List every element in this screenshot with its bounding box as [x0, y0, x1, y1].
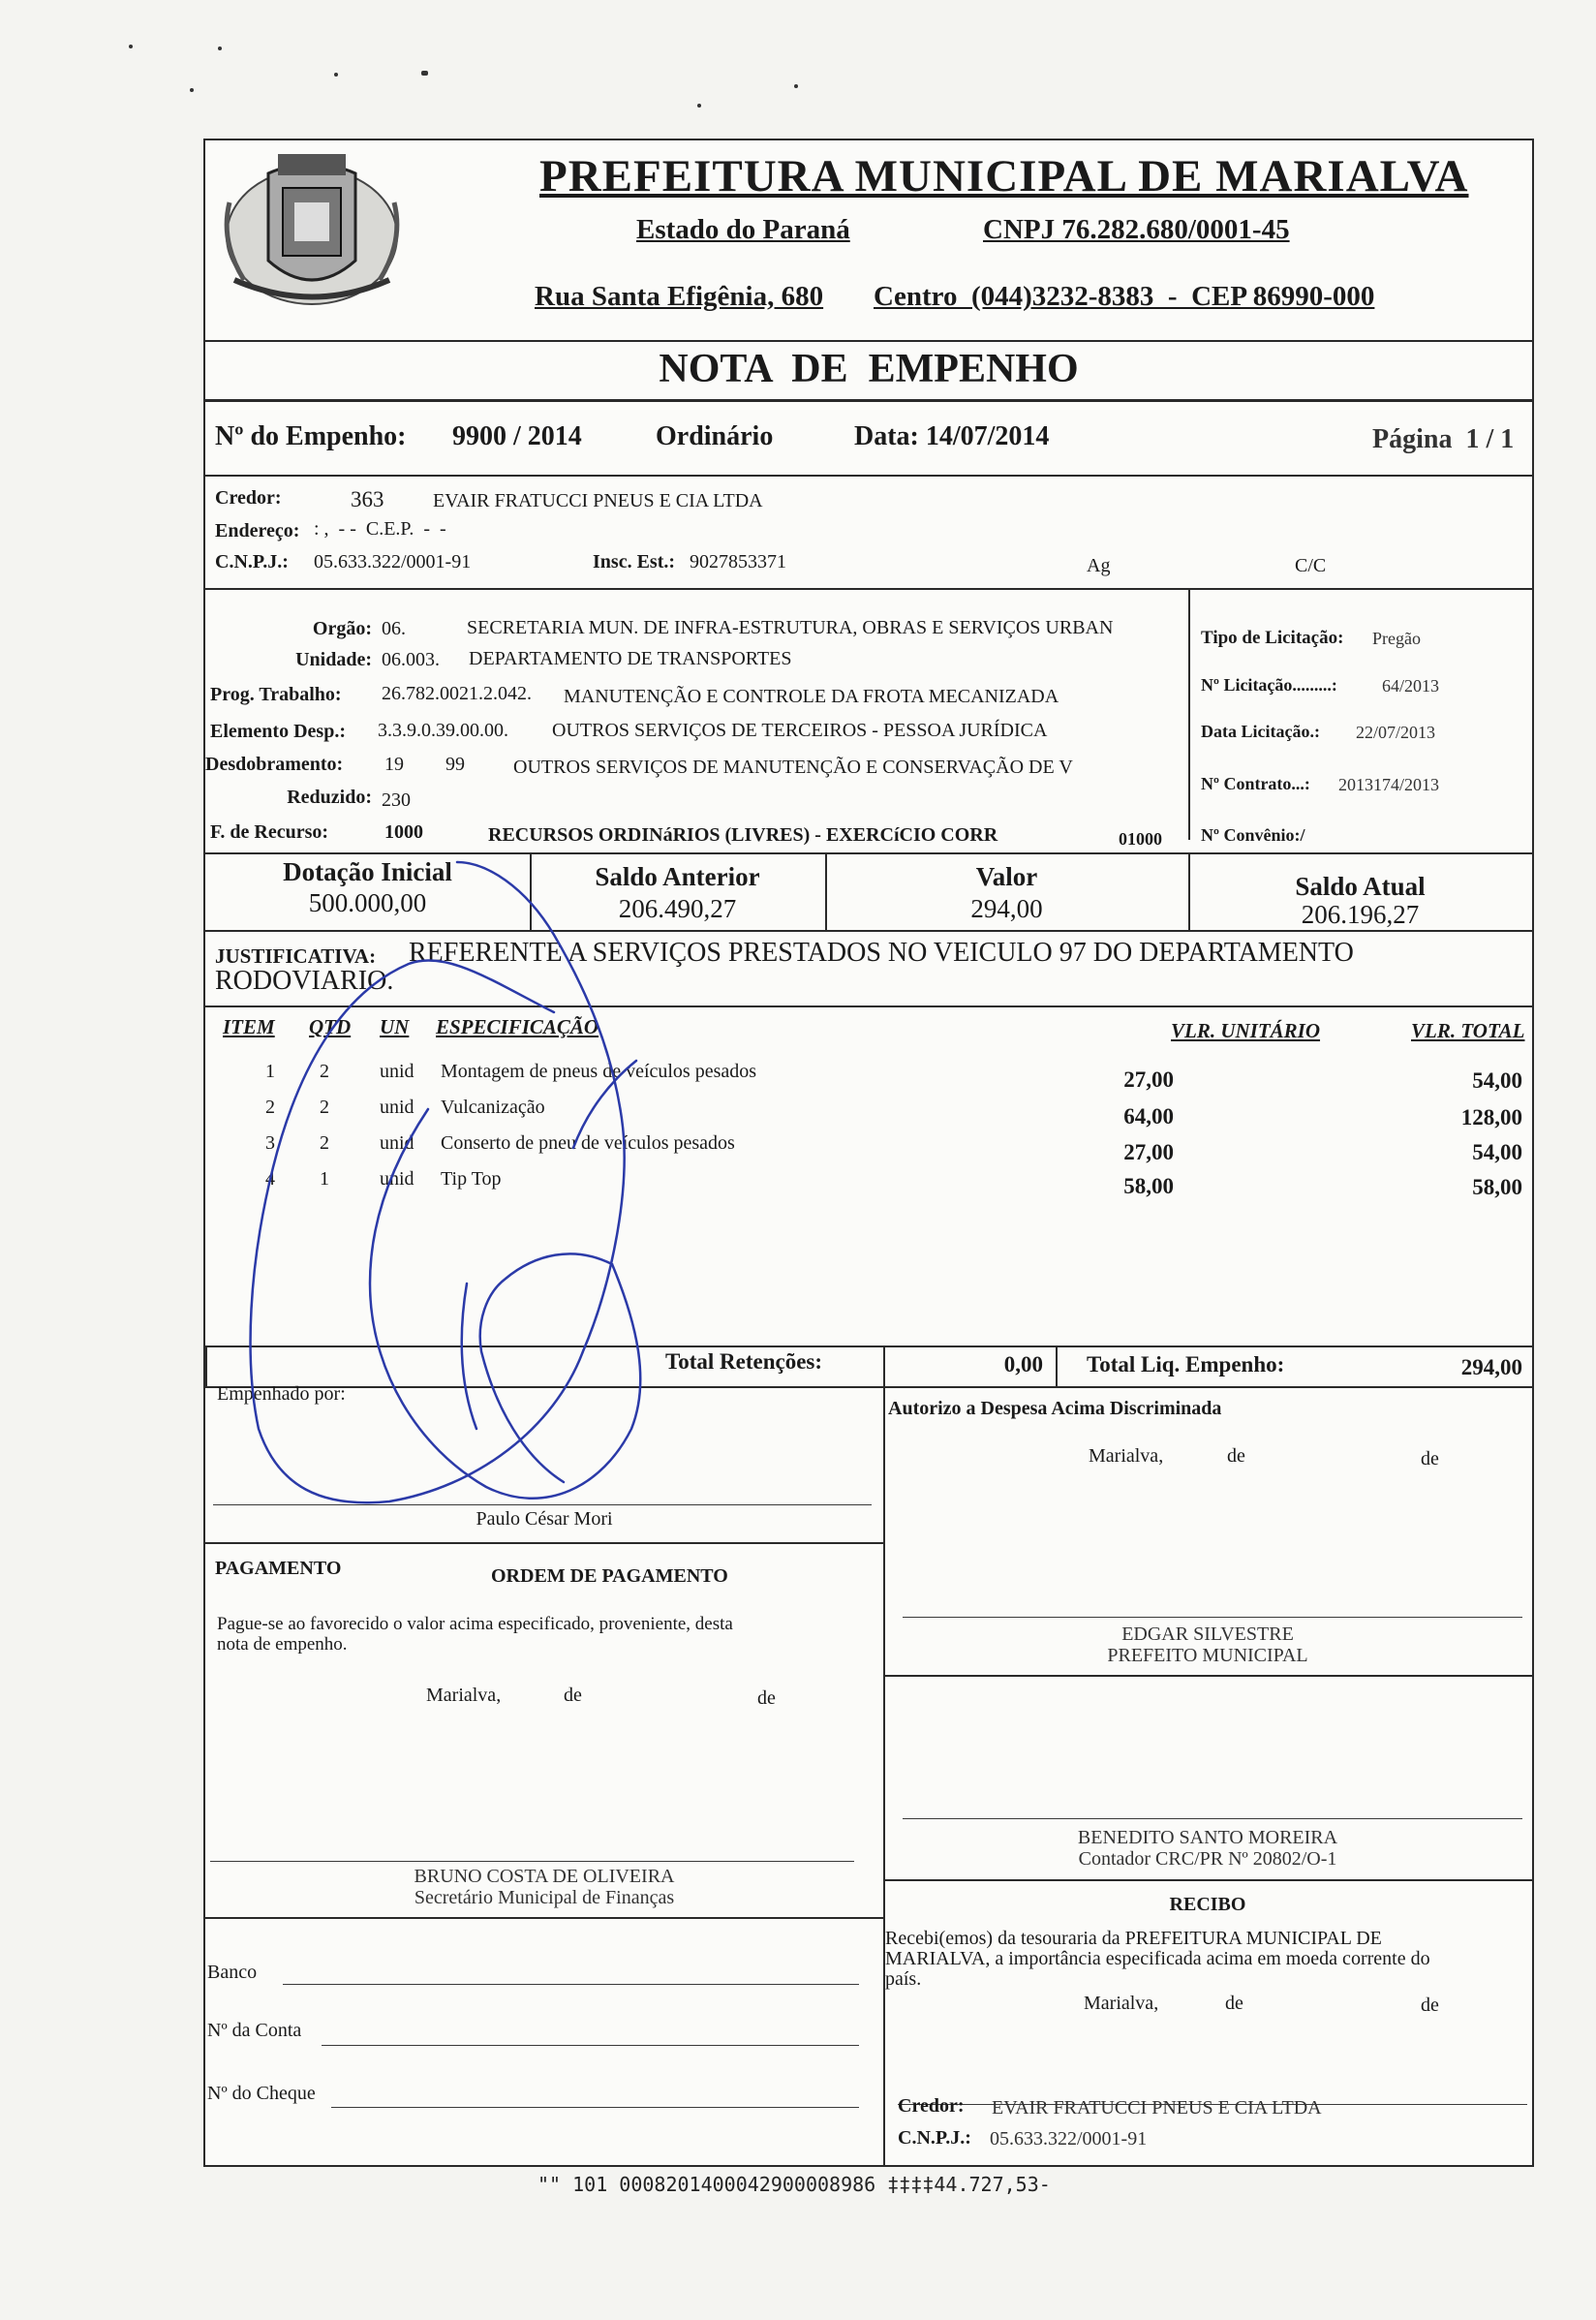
unidade-label: Unidade: — [295, 649, 372, 670]
footer-stamp: "" 101 0008201400042900008986 ‡‡‡‡44.727,53- — [537, 2173, 1051, 2196]
dotacao-label: Dotação Inicial — [283, 857, 452, 886]
orgao-code: 06. — [382, 618, 406, 639]
item-spec: Conserto de pneu de veículos pesados — [441, 1132, 735, 1154]
cheque-label: Nº do Cheque — [207, 2083, 316, 2104]
reduzido-value: 230 — [382, 789, 411, 811]
col-un: UN — [380, 1015, 410, 1038]
unidade-code: 06.003. — [382, 649, 440, 670]
secretario-name: BRUNO COSTA DE OLIVEIRA — [414, 1866, 675, 1887]
contact-info: Centro (044)3232-8383 - CEP 86990-000 — [874, 281, 1375, 312]
doc-title: NOTA DE EMPENHO — [659, 347, 1079, 391]
item-qtd: 2 — [320, 1061, 329, 1082]
scan-speck — [421, 71, 428, 76]
item-number: 1 — [265, 1061, 275, 1082]
empenhado-label: Empenhado por: — [217, 1383, 346, 1405]
ordem-pagamento-title: ORDEM DE PAGAMENTO — [491, 1565, 728, 1587]
pagamento-de2: de — [757, 1687, 776, 1709]
saldo-atual-value: 206.196,27 — [1301, 900, 1420, 929]
scan-speck — [190, 88, 194, 92]
address-value: : , - - C.E.P. - - — [314, 518, 446, 540]
credor-label: Credor: — [215, 487, 282, 509]
prog-desc: MANUTENÇÃO E CONTROLE DA FROTA MECANIZADA — [564, 686, 1059, 707]
municipality-title: PREFEITURA MUNICIPAL DE MARIALVA — [539, 151, 1469, 201]
saldo-anterior-label: Saldo Anterior — [595, 862, 760, 891]
saldo-atual-label: Saldo Atual — [1295, 872, 1426, 901]
orgao-desc: SECRETARIA MUN. DE INFRA-ESTRUTURA, OBRAS E SERVIÇOS URBAN — [467, 617, 1114, 638]
item-unit-price: 27,00 — [1123, 1067, 1174, 1092]
valor-label: Valor — [975, 862, 1038, 891]
scan-speck — [794, 84, 798, 88]
retencoes-value: 0,00 — [1003, 1352, 1043, 1377]
autorizo-label: Autorizo a Despesa Acima Discriminada — [888, 1398, 1222, 1419]
item-total: 54,00 — [1472, 1140, 1522, 1164]
justificativa-line2: RODOVIARIO. — [215, 966, 394, 996]
prog-label: Prog. Trabalho: — [210, 684, 342, 705]
elemento-code: 3.3.9.0.39.00.00. — [378, 720, 508, 741]
col-qtd: QTD — [309, 1015, 352, 1038]
item-spec: Vulcanização — [441, 1097, 545, 1118]
empenho-number: 9900 / 2014 — [452, 421, 582, 451]
recurso-fonte: 01000 — [1119, 829, 1162, 849]
autorizo-city: Marialva, — [1089, 1445, 1164, 1467]
credor-code: 363 — [351, 487, 384, 511]
cnpj-value: 05.633.322/0001-91 — [314, 551, 472, 572]
total-liq-label: Total Liq. Empenho: — [1087, 1352, 1285, 1377]
blue-signature-scribble — [205, 140, 1532, 2165]
item-unit-price: 64,00 — [1123, 1104, 1174, 1129]
pagamento-de1: de — [564, 1685, 582, 1706]
col-total: VLR. TOTAL — [1411, 1019, 1525, 1042]
recibo-cnpj-value: 05.633.322/0001-91 — [990, 2128, 1148, 2150]
item-qtd: 2 — [320, 1097, 329, 1118]
insc-label: Insc. Est.: — [593, 551, 676, 572]
recurso-desc: RECURSOS ORDINáRIOS (LIVRES) - EXERCíCIO CORR — [488, 824, 998, 846]
credor-name: EVAIR FRATUCCI PNEUS E CIA LTDA — [433, 490, 763, 511]
total-liq-value: 294,00 — [1460, 1355, 1522, 1379]
empenhado-name: Paulo César Mori — [476, 1508, 613, 1530]
convenio-label: Nº Convênio:/ — [1201, 825, 1305, 845]
scan-speck — [334, 73, 338, 77]
state-name: Estado do Paraná — [636, 214, 850, 245]
desdobramento-a: 19 — [384, 754, 404, 775]
autorizo-de2: de — [1421, 1448, 1439, 1469]
recurso-code: 1000 — [384, 821, 423, 843]
licitacao-number-label: Nº Licitação.........: — [1201, 675, 1337, 695]
dotacao-value: 500.000,00 — [308, 888, 427, 917]
desdobramento-label: Desdobramento: — [205, 754, 344, 775]
empenho-number-label: Nº do Empenho: — [215, 421, 407, 451]
pagamento-text-2: nota de empenho. — [217, 1634, 348, 1655]
recibo-title: RECIBO — [1169, 1894, 1246, 1915]
item-un: unid — [380, 1168, 414, 1190]
pagamento-label: PAGAMENTO — [215, 1558, 342, 1579]
reduzido-label: Reduzido: — [287, 787, 372, 808]
recurso-label: F. de Recurso: — [210, 821, 329, 843]
empenho-date: Data: 14/07/2014 — [854, 421, 1050, 451]
address-label: Endereço: — [215, 520, 300, 541]
contador-name: BENEDITO SANTO MOREIRA — [1077, 1827, 1338, 1848]
contador-role: Contador CRC/PR Nº 20802/O-1 — [1078, 1848, 1337, 1870]
prog-code: 26.782.0021.2.042. — [382, 683, 532, 704]
recibo-credor-name: EVAIR FRATUCCI PNEUS E CIA LTDA — [992, 2097, 1322, 2119]
ag-label: Ag — [1087, 555, 1111, 576]
empenho-type: Ordinário — [656, 421, 774, 451]
licitacao-date-value: 22/07/2013 — [1356, 723, 1436, 742]
recibo-credor-label: Credor: — [898, 2095, 965, 2117]
item-number: 4 — [265, 1168, 275, 1190]
banco-label: Banco — [207, 1962, 258, 1983]
prefeito-role: PREFEITO MUNICIPAL — [1107, 1645, 1308, 1666]
item-un: unid — [380, 1097, 414, 1118]
unidade-desc: DEPARTAMENTO DE TRANSPORTES — [469, 648, 792, 669]
page-number: Página 1 / 1 — [1372, 424, 1515, 454]
item-total: 128,00 — [1460, 1105, 1522, 1129]
licitacao-date-label: Data Licitação.: — [1201, 722, 1320, 741]
recibo-de1: de — [1225, 1993, 1243, 2014]
orgao-label: Orgão: — [312, 618, 372, 639]
contrato-value: 2013174/2013 — [1338, 775, 1440, 794]
item-qtd: 2 — [320, 1132, 329, 1154]
item-un: unid — [380, 1061, 414, 1082]
nota-de-empenho-form — [203, 139, 1534, 2167]
item-spec: Tip Top — [441, 1168, 502, 1190]
item-total: 58,00 — [1472, 1175, 1522, 1199]
secretario-role: Secretário Municipal de Finanças — [414, 1887, 675, 1908]
justificativa-line1: REFERENTE A SERVIÇOS PRESTADOS NO VEICULO 97 DO DEPARTAMENTO — [409, 938, 1354, 968]
saldo-anterior-value: 206.490,27 — [618, 894, 737, 923]
item-unit-price: 27,00 — [1123, 1140, 1174, 1164]
cnpj-label: C.N.P.J.: — [215, 551, 289, 572]
pagamento-text-1: Pague-se ao favorecido o valor acima especificado, proveniente, desta — [217, 1614, 733, 1634]
retencoes-label: Total Retenções: — [665, 1349, 823, 1374]
item-spec: Montagem de pneus de veículos pesados — [441, 1061, 757, 1082]
recibo-city: Marialva, — [1084, 1993, 1159, 2014]
cnpj-header: CNPJ 76.282.680/0001-45 — [983, 214, 1290, 245]
insc-value: 9027853371 — [690, 551, 786, 572]
item-total: 54,00 — [1472, 1068, 1522, 1093]
licitacao-number-value: 64/2013 — [1382, 676, 1440, 696]
conta-label: Nº da Conta — [207, 2020, 302, 2041]
scan-speck — [697, 104, 701, 108]
contrato-label: Nº Contrato...: — [1201, 774, 1310, 793]
elemento-label: Elemento Desp.: — [210, 721, 346, 742]
desdobramento-b: 99 — [445, 754, 465, 775]
recibo-de2: de — [1421, 1995, 1439, 2016]
recibo-cnpj-label: C.N.P.J.: — [898, 2127, 971, 2149]
cc-label: C/C — [1295, 555, 1327, 576]
tipo-licitacao-value: Pregão — [1372, 629, 1421, 648]
col-item: ITEM — [223, 1015, 275, 1038]
valor-value: 294,00 — [970, 894, 1043, 923]
scan-speck — [129, 45, 133, 48]
elemento-desc: OUTROS SERVIÇOS DE TERCEIROS - PESSOA JURÍDICA — [552, 720, 1048, 741]
col-unit-price: VLR. UNITÁRIO — [1171, 1019, 1321, 1042]
justificativa-label: JUSTIFICATIVA: — [215, 944, 377, 968]
autorizo-de1: de — [1227, 1445, 1245, 1467]
recibo-text-3: país. — [885, 1968, 922, 1990]
tipo-licitacao-label: Tipo de Licitação: — [1201, 628, 1344, 648]
scan-speck — [218, 46, 222, 50]
prefeito-name: EDGAR SILVESTRE — [1121, 1624, 1294, 1645]
street-address: Rua Santa Efigênia, 680 — [535, 281, 824, 312]
recibo-text-2: MARIALVA, a importância especificada acima em moeda corrente do — [885, 1948, 1430, 1969]
item-number: 2 — [265, 1097, 275, 1118]
desdobramento-desc: OUTROS SERVIÇOS DE MANUTENÇÃO E CONSERVAÇÃO DE V — [513, 757, 1073, 778]
recibo-text-1: Recebi(emos) da tesouraria da PREFEITURA MUNICIPAL DE — [885, 1928, 1382, 1949]
item-number: 3 — [265, 1132, 275, 1154]
item-qtd: 1 — [320, 1168, 329, 1190]
item-unit-price: 58,00 — [1123, 1174, 1174, 1198]
pagamento-city: Marialva, — [426, 1685, 502, 1706]
col-spec: ESPECIFICAÇÃO — [436, 1015, 599, 1038]
item-un: unid — [380, 1132, 414, 1154]
